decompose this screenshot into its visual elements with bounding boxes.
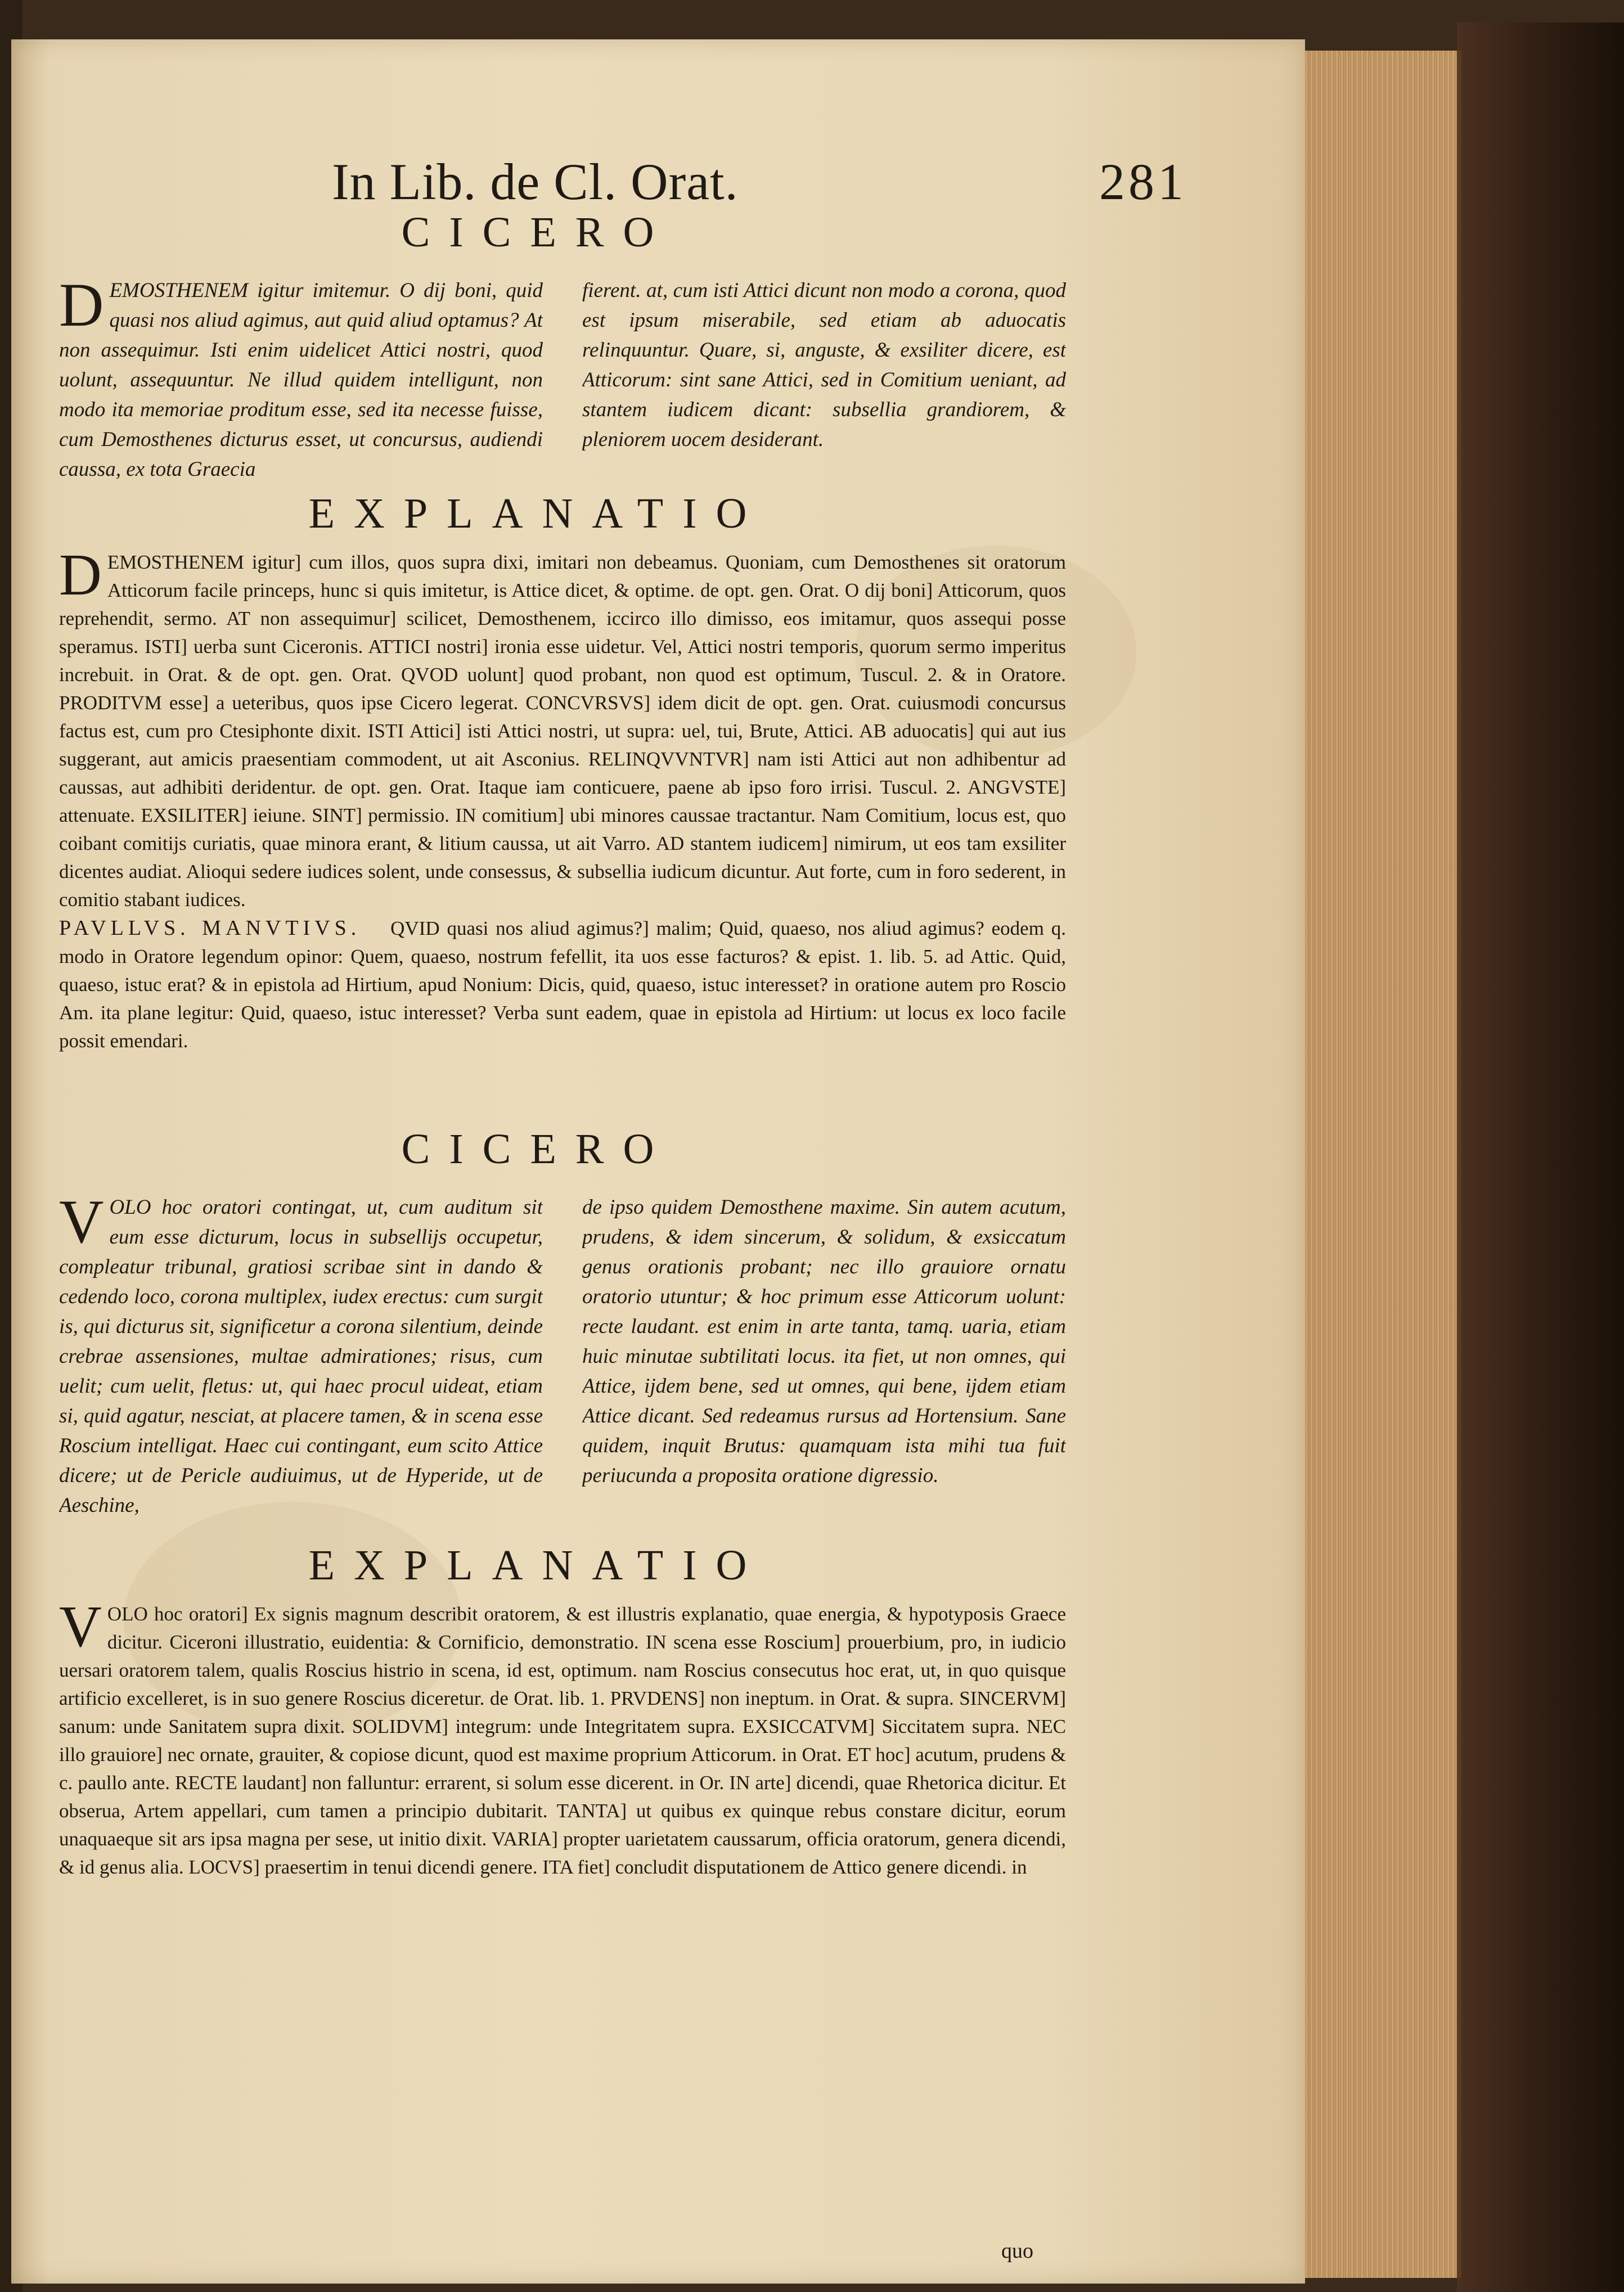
commentary-text: EMOSTHENEM igitur] cum illos, quos supra dixi, imitari non debeamus. Quoniam, cum Demosthenes sit oratorum Atticorum facile princeps, hunc si quis imitetur, is Attice dicet, & optime. de opt. gen. Orat. O dij boni] Atticorum, quos reprehendit, sermo. AT non assequimur] scilicet, Demosthenem, iccirco illo dimisso, eos imitamur, quos assequi posse speramus. ISTI] uerba sunt Ciceronis. ATTICI nostri] ironia esse uidetur. Vel, Attici nostri temporis, quorum sermo imperitus increbuit. in Orat. & de opt. gen. Orat. QVOD uolunt] quod probant, non quod est optimum, Tuscul. 2. & in Oratore. PRODITVM esse] a ueteribus, quos ipse Cicero legerat. CONCVRSVS] idem dicit de opt. gen. Orat. cuiusmodi concursus factus est, cum pro Ctesiphonte dixit. ISTI Attici] isti Attici nostri, ut supra: uel, tui, Brute, Attici. AB aduocatis] qui aut ius suggerant, aut amicis praesentiam commodent, ut ait Asconius. RELINQVVNTVR] nam isti Attici aut non adhibentur ad caussas, aut adhibiti deridentur. de opt. gen. Orat. Itaque iam conticuere, paene ab ipso foro irrisi. Tuscul. 2. ANGVSTE] attenuate. EXSILITER] ieiune. SINT] permissio. IN comitium] ubi minores caussae tractantur. Nam Comitium, locus est, quo coibant comitijs curiatis, quae minora erant, & litium caussa, ut ait Varro. AD stantem iudicem] nimirum, ut eos tam exsiliter dicentes audiat. Alioqui sedere iudices solent, unde consessus, & subsellia iudicum dicuntur. Aut forte, cum in foro sederent, in comitio stabant iudices.: [59, 551, 1066, 911]
section-heading-cicero-2: CICERO: [401, 1125, 673, 1173]
commentator-label: PAVLLVS. MANVTIVS.: [59, 916, 361, 940]
section-heading-cicero: CICERO: [401, 209, 673, 256]
section-heading-explanatio-2: EXPLANATIO: [308, 1542, 766, 1589]
commentator-text: QVID quasi nos aliud agimus?] malim; Quid, quaeso, nos aliud agimus? eodem q. modo in Oratore legendum opinor: Quem, quaeso, nostrum fefellit, ita uos esse facturos? & epist. 1. lib. 5. ad Attic. Quid, quaeso, istuc erat? & in epistola ad Hirtium, apud Nonium: Dicis, quid, quaeso, istuc interesset? in oratione autem pro Roscio Am. ita plane legitur: Quid, quaeso, istuc interesset? Verba sunt eadem, quae in epistola ad Hirtium: ut locus ex loco facile possit emendari.: [59, 917, 1066, 1052]
column-left: [59, 1192, 543, 1558]
book-cover: [1457, 22, 1624, 2292]
explanatio-text-1: [59, 548, 1066, 1139]
running-title: In Lib. de Cl. Orat.: [332, 153, 739, 210]
page-number: 281: [1099, 153, 1187, 210]
column-left: [59, 276, 543, 512]
book-page: [11, 39, 1305, 2284]
drop-cap: D: [59, 276, 104, 339]
drop-cap: V: [59, 1600, 102, 1659]
drop-cap: D: [59, 548, 102, 607]
cicero-text-2: [59, 1192, 1066, 1558]
explanatio-text-2: [59, 1600, 1066, 2196]
column-text: EMOSTHENEM igitur imitemur. O dij boni, quid quasi nos aliud agimus, aut quid aliud optamus? At non assequimur. Isti enim uidelicet Attici nostri, quod uolunt, assequuntur. Ne illud quidem intelligunt, non modo ita memoriae proditum esse, sed ita necesse fuisse, cum Demosthenes dicturus esset, ut concursus, audiendi caussa, ex tota Graecia: [59, 279, 543, 481]
column-text: OLO hoc oratori contingat, ut, cum auditum sit eum esse dicturum, locus in subsellijs occupetur, compleatur tribunal, gratiosi scribae sint in dando & cedendo loco, corona multiplex, iudex erectus: cum surgit is, qui dicturus sit, significetur a corona silentium, deinde crebrae assensiones, multae admirationes; risus, cum uelit; cum uelit, fletus: ut, qui haec procul uideat, etiam si, quid agatur, nesciat, at placere tamen, & in scena esse Roscium intelligat. Haec cui contingant, eum scito Attice dicere; ut de Pericle audiuimus, ut de Hyperide, ut de Aeschine,: [59, 1196, 543, 1517]
column-right: fierent. at, cum isti Attici dicunt non modo a corona, quod est ipsum miserabile, sed etiam ab aduocatis relinquuntur. Quare, si, anguste, & exsiliter dicere, est Atticorum: sint sane Attici, sed in Comitium ueniant, ad stantem iudicem dicant: subsellia grandiorem, & pleniorem uocem desiderant.: [582, 279, 1066, 451]
commentary-text: OLO hoc oratori] Ex signis magnum describit oratorem, & est illustris explanatio, quae energia, & hypotyposis Graece dicitur. Ciceroni illustratio, euidentia: & Cornificio, demonstratio. IN scena esse Roscium] prouerbium, pro, in iudicio uersari oratorem talem, qualis Roscius histrio in scena, id est, optimum. nam Roscius consecutus hoc erat, ut, in quo quisque artificio excelleret, is in suo genere Roscius diceretur. de Orat. lib. 1. PRVDENS] non ineptum. in Orat. & supra. SINCERVM] sanum: unde Sanitatem supra dixit. SOLIDVM] integrum: unde Integritatem supra. EXSICCATVM] Siccitatem supra. NEC illo grauiore] nec ornate, grauiter, & copiose dicunt, quod est maxime proprium Atticorum. in Orat. ET hoc] acutum, prudens & c. paullo ante. RECTE laudant] non falluntur: errarent, si solum esse dicerent. in Or. IN arte] dicendi, quae Rhetorica dicitur. Et obserua, Artem appellari, cum tamen a principio dubitarit. TANTA] ut quibus ex quinque rebus constare dicitur, eorum unaquaeque sit ars ipsa magna per sese, ut initio dixit. VARIA] propter uarietatem caussarum, officia oratorum, genera dicendi, & id genus alia. LOCVS] praesertim in tenui dicendi genere. ITA fiet] concludit disputationem de Attico genere dicendi. in: [59, 1603, 1066, 1878]
section-heading-explanatio: EXPLANATIO: [308, 490, 766, 537]
column-right: de ipso quidem Demosthene maxime. Sin autem acutum, prudens, & idem sincerum, & solidum, & exsiccatum genus orationis probant; nec illo grauiore ornatu oratorio utuntur; & hoc primum esse Atticorum uolunt: recte laudant. est enim in arte tanta, tamq. uaria, etiam huic minutae subtilitati locus. ita fiet, ut non omnes, qui Attice, ijdem bene, sed ut omnes, qui bene, ijdem etiam Attice dicant. Sed redeamus rursus ad Hortensium. Sane quidem, inquit Brutus: quamquam ista mihi tua fuit periucunda a proposita oratione digressio.: [582, 1196, 1066, 1487]
page-fore-edge: [1288, 51, 1461, 2278]
catchword: quo: [1001, 2239, 1033, 2263]
drop-cap: V: [59, 1192, 104, 1256]
cicero-text-1: [59, 276, 1066, 512]
